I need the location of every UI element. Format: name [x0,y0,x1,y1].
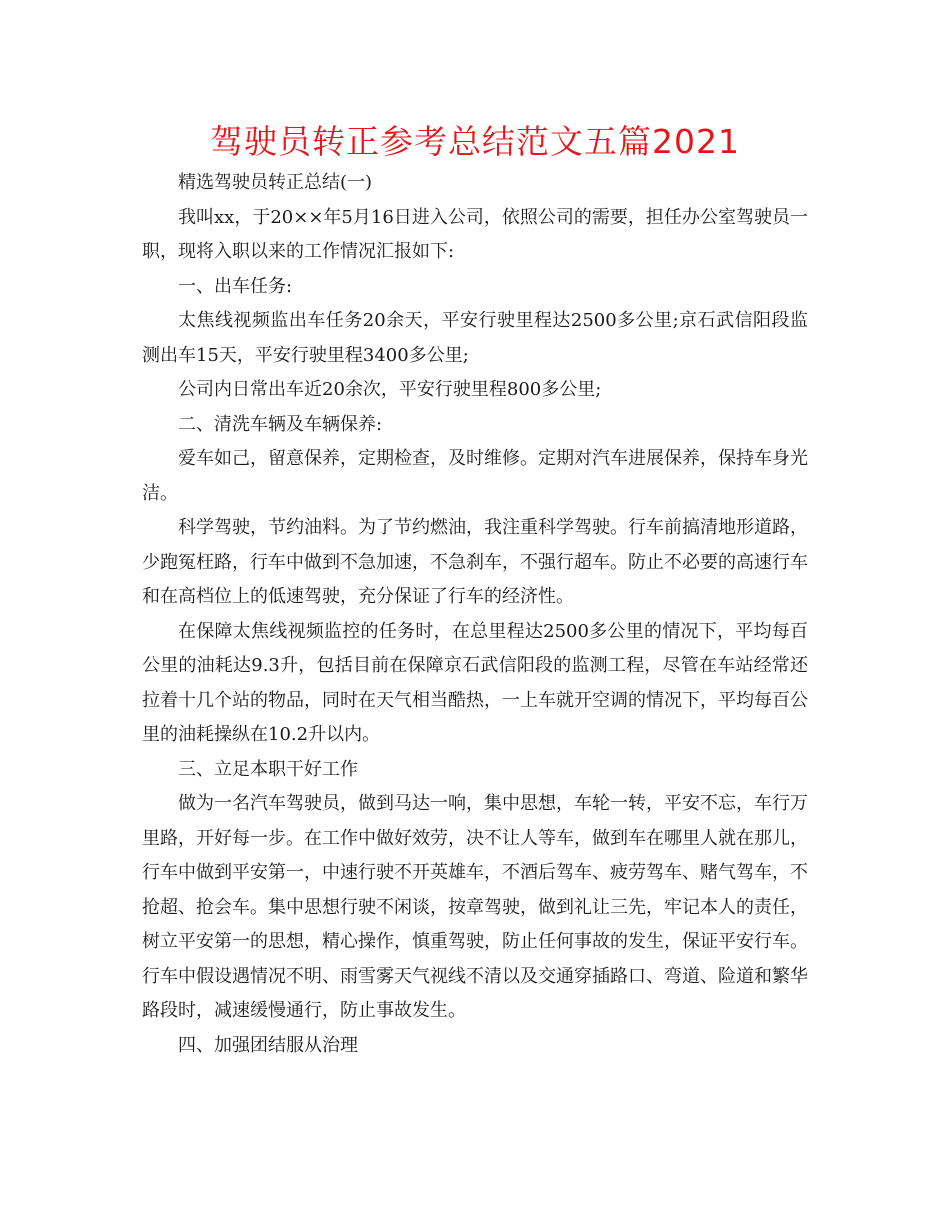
document-body [142,166,808,1063]
section-heading: 一、出车任务: [178,275,293,297]
paragraph: 科学驾驶，节约油料。为了节约燃油，我注重科学驾驶。行车前搞清地形道路，少跑冤枉路，行车中做到不急加速，不急刹车，不强行超车。防止不必要的高速行车和在高档位上的低速驾驶，充分保证了行车的经济性。 [142,517,808,607]
paragraph: 公司内日常出车近20余次，平安行驶里程800多公里; [178,379,602,400]
paragraph: 我叫xx，于20××年5月16日进入公司，依照公司的需要，担任办公室驾驶员一职，现将入职以来的工作情况汇报如下: [142,206,808,262]
section-heading: 四、加强团结服从治理 [178,1034,358,1056]
paragraph: 爱车如己，留意保养，定期检查，及时维修。定期对汽车进展保养，保持车身光洁。 [142,448,808,504]
section-heading: 二、清洗车辆及车辆保养: [178,413,383,435]
paragraph: 做为一名汽车驾驶员，做到马达一响，集中思想，车轮一转，平安不忘，车行万里路，开好每一步。在工作中做好效劳，决不让人等车，做到车在哪里人就在那儿，行车中做到平安第一，中速行驶不开英雄车，不酒后驾车、疲劳驾车、赌气驾车，不抢超、抢会车。集中思想行驶不闲谈，按章驾驶，做到礼让三先，牢记本人的责任，树立平安第一的思想，精心操作，慎重驾驶，防止任何事故的发生，保证平安行车。行车中假设遇情况不明、雨雪雾天气视线不清以及交通穿插路口、弯道、险道和繁华路段时，减速缓慢通行，防止事故发生。 [142,793,808,1021]
paragraph: 在保障太焦线视频监控的任务时，在总里程达2500多公里的情况下，平均每百公里的油耗达9.3升，包括目前在保障京石武信阳段的监测工程，尽管在车站经常还拉着十几个站的物品，同时在天气相当酷热，一上车就开空调的情况下，平均每百公里的油耗操纵在10.2升以内。 [142,620,808,745]
paragraph: 太焦线视频监出车任务20余天，平安行驶里程达2500多公里;京石武信阳段监测出车15天，平安行驶里程3400多公里; [142,310,808,366]
document-title: 驾驶员转正参考总结范文五篇2021 [210,122,740,161]
section-heading: 三、立足本职干好工作 [178,758,358,780]
section-heading: 精选驾驶员转正总结(一) [178,172,373,193]
